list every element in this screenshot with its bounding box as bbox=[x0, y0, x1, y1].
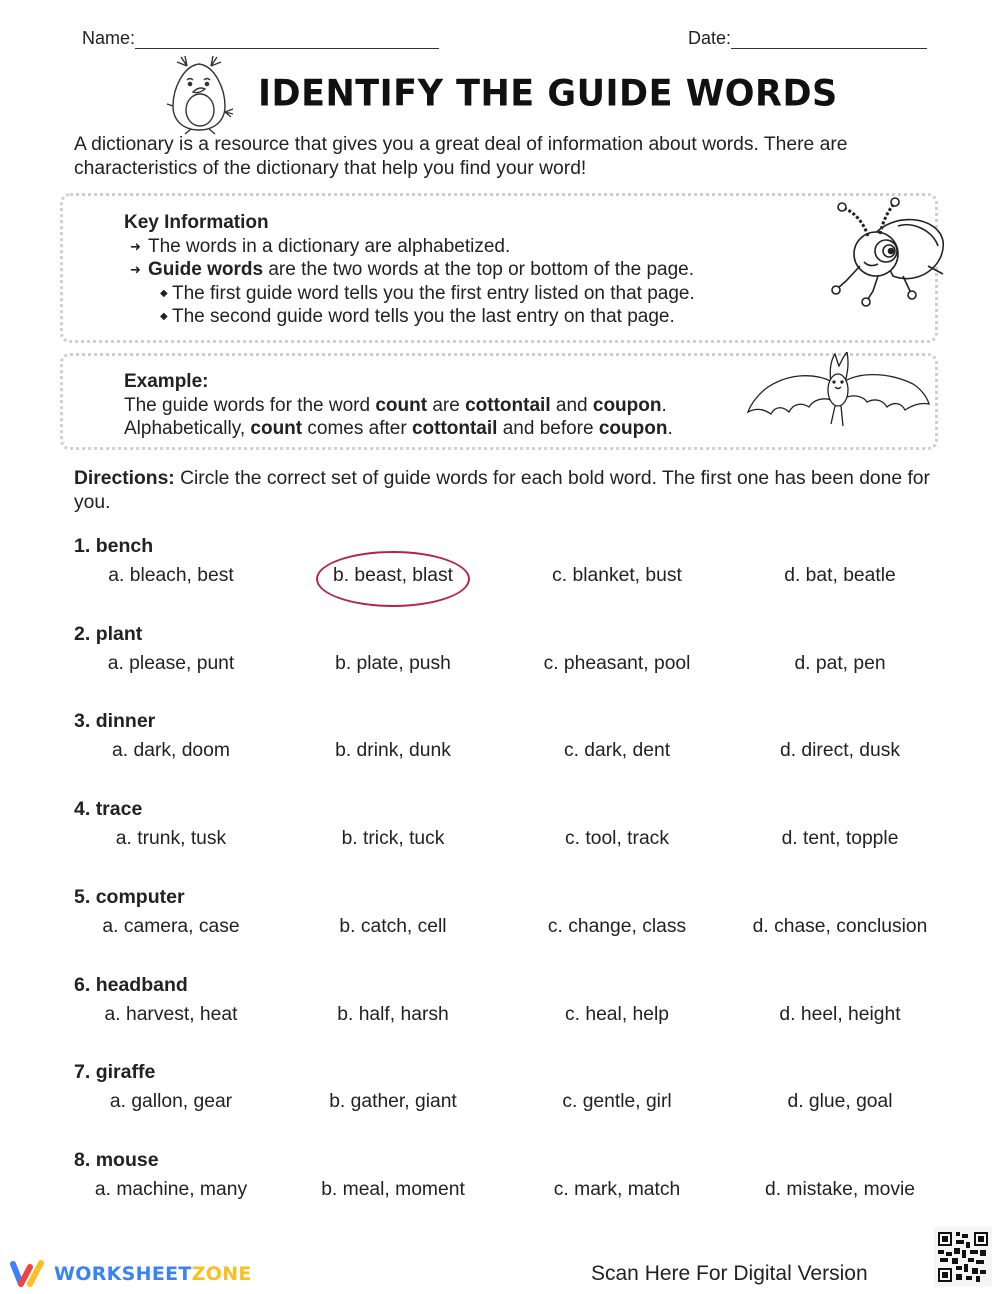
question-word: 7. giraffe bbox=[74, 1061, 156, 1083]
directions-label: Directions: bbox=[74, 468, 175, 489]
name-blank-line[interactable] bbox=[135, 29, 439, 49]
option-a[interactable]: a. gallon, gear bbox=[109, 1091, 233, 1112]
option-d[interactable]: d. tent, topple bbox=[781, 828, 899, 849]
name-field[interactable] bbox=[82, 28, 439, 49]
key-sub-bullet-1: ◆ The first guide word tells you the first entry listed on that page. bbox=[160, 282, 695, 304]
option-d[interactable]: d. bat, beatle bbox=[784, 565, 896, 586]
option-a[interactable]: a. dark, doom bbox=[112, 740, 230, 761]
diamond-bullet-icon: ◆ bbox=[160, 287, 168, 299]
worksheet-zone-logo[interactable] bbox=[8, 1257, 252, 1291]
key-information-box bbox=[60, 193, 938, 343]
question-2 bbox=[74, 623, 954, 693]
option-b[interactable]: b. catch, cell bbox=[339, 916, 447, 937]
option-c[interactable]: c. tool, track bbox=[565, 828, 669, 849]
option-b[interactable]: b. meal, moment bbox=[321, 1179, 465, 1200]
diamond-bullet-icon: ◆ bbox=[160, 311, 168, 323]
question-word: 8. mouse bbox=[74, 1149, 159, 1171]
option-d[interactable]: d. heel, height bbox=[779, 1004, 901, 1025]
option-c[interactable]: c. blanket, bust bbox=[552, 565, 682, 586]
option-d[interactable]: d. direct, dusk bbox=[779, 740, 901, 761]
question-word: 3. dinner bbox=[74, 710, 156, 732]
option-c[interactable]: c. pheasant, pool bbox=[543, 653, 691, 674]
option-d[interactable]: d. chase, conclusion bbox=[752, 916, 928, 937]
bat-icon bbox=[743, 352, 933, 432]
beetle-icon bbox=[798, 196, 948, 311]
question-1 bbox=[74, 535, 954, 605]
date-field[interactable] bbox=[688, 28, 927, 49]
option-b[interactable]: b. gather, giant bbox=[329, 1091, 457, 1112]
example-box bbox=[60, 353, 938, 450]
question-7 bbox=[74, 1061, 954, 1131]
option-d[interactable]: d. glue, goal bbox=[787, 1091, 893, 1112]
logo-text-zone: ZONE bbox=[191, 1263, 252, 1285]
qr-code-icon[interactable] bbox=[934, 1227, 992, 1287]
key-sub-bullet-2: ◆ The second guide word tells you the last entry on that page. bbox=[160, 306, 675, 328]
question-6 bbox=[74, 974, 954, 1044]
name-label: Name: bbox=[82, 28, 136, 48]
question-word: 4. trace bbox=[74, 798, 143, 820]
logo-text-worksheet: WORKSHEET bbox=[54, 1263, 192, 1285]
option-d[interactable]: d. pat, pen bbox=[794, 653, 886, 674]
option-c[interactable]: c. heal, help bbox=[565, 1004, 669, 1025]
directions-text: Directions: Circle the correct set of guide words for each bold word. The first one has been done for you. bbox=[74, 468, 930, 513]
date-blank-line[interactable] bbox=[731, 29, 927, 49]
question-8 bbox=[74, 1149, 954, 1219]
question-word: 1. bench bbox=[74, 535, 154, 557]
option-c[interactable]: c. dark, dent bbox=[563, 740, 671, 761]
question-word: 2. plant bbox=[74, 623, 143, 645]
option-a[interactable]: a. bleach, best bbox=[108, 565, 234, 586]
example-line-2: Alphabetically, count comes after cottontail and before coupon. bbox=[124, 418, 673, 440]
scan-here-text: Scan Here For Digital Version bbox=[591, 1262, 868, 1285]
key-bullet-1: ➜ The words in a dictionary are alphabetized. bbox=[130, 235, 511, 257]
option-b[interactable]: b. drink, dunk bbox=[335, 740, 451, 761]
option-c[interactable]: c. change, class bbox=[547, 916, 687, 937]
worksheet-zone-logo-icon bbox=[8, 1259, 48, 1289]
question-word: 5. computer bbox=[74, 886, 185, 908]
page-title: IDENTIFY THE GUIDE WORDS bbox=[258, 73, 838, 115]
option-a[interactable]: a. trunk, tusk bbox=[115, 828, 227, 849]
example-heading: Example: bbox=[124, 371, 209, 392]
question-word: 6. headband bbox=[74, 974, 188, 996]
date-label: Date: bbox=[688, 28, 732, 48]
option-a[interactable]: a. machine, many bbox=[94, 1179, 248, 1200]
option-b[interactable]: b. half, harsh bbox=[337, 1004, 449, 1025]
intro-paragraph: A dictionary is a resource that gives you a great deal of information about words. There are characteristics of the dictionary that help you find your word! bbox=[74, 134, 848, 179]
option-b[interactable]: b. trick, tuck bbox=[341, 828, 445, 849]
option-d[interactable]: d. mistake, movie bbox=[764, 1179, 916, 1200]
egg-mascot-icon bbox=[163, 54, 235, 136]
option-c[interactable]: c. gentle, girl bbox=[562, 1091, 672, 1112]
arrow-bullet-icon: ➜ bbox=[130, 262, 141, 278]
question-3 bbox=[74, 710, 954, 780]
key-bullet-2: ➜ Guide words are the two words at the top or bottom of the page. bbox=[130, 259, 695, 281]
example-line-1: The guide words for the word count are cottontail and coupon. bbox=[124, 394, 667, 416]
question-4 bbox=[74, 798, 954, 868]
option-b[interactable]: b. plate, push bbox=[335, 653, 451, 674]
option-a[interactable]: a. please, punt bbox=[107, 653, 235, 674]
option-c[interactable]: c. mark, match bbox=[553, 1179, 681, 1200]
option-a[interactable]: a. camera, case bbox=[102, 916, 240, 937]
name-date-row bbox=[0, 26, 1000, 52]
option-b[interactable]: b. beast, blast bbox=[332, 565, 454, 586]
arrow-bullet-icon: ➜ bbox=[130, 238, 141, 254]
key-information-heading: Key Information bbox=[124, 212, 269, 233]
option-a[interactable]: a. harvest, heat bbox=[104, 1004, 238, 1025]
question-5 bbox=[74, 886, 954, 956]
